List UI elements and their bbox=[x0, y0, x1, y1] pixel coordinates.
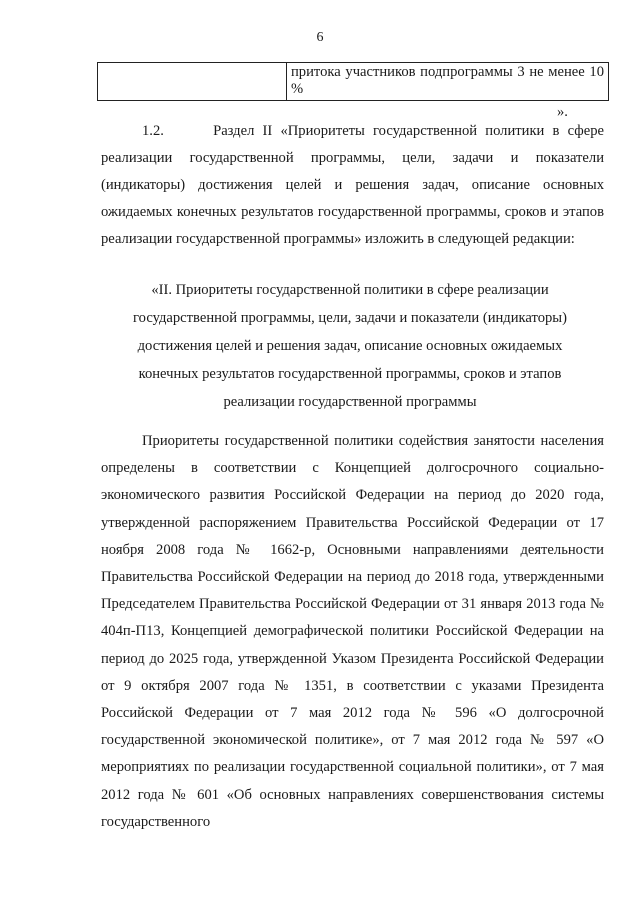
paragraph-text: Приоритеты государственной политики содействия занятости населения определены в соответствии с Концепцией долгосрочного социально-экономического развития Российской Федерации на период до 2020 года, утвержденной распоряжением Правительства Российской Федерации от 17 ноября 2008 года № 1662-р, Основными направлениями деятельности Правительства Российской Федерации на период до 2018 года, утвержденными Председателем Правительства Российской Федерации от 31 января 2013 года № 404п-П13, Концепцией демографической политики Российской Федерации на период до 2025 года, утвержденной Указом Президента Российской Федерации от 9 октября 2007 года № 1351, в соответствии с указами Президента Российской Федерации от 7 мая 2012 года № 596 «О долгосрочной государственной экономической политике», от 7 мая 2012 года № 597 «О мероприятиях по реализации государственной социальной политики», от 7 мая 2012 года № 601 «Об основных направлениях совершенствования системы государственного bbox=[101, 433, 604, 830]
page-number: 6 bbox=[316, 30, 324, 45]
table-cell-left bbox=[98, 63, 287, 101]
section-heading: «II. Приоритеты государственной политики в сфере реализации государственной программы, цели, задачи и показатели (индикаторы) достижения целей и решения задач, описание основных ожидаемых конечных результатов государственной программы, сроков и этапов реализации государственной программы bbox=[133, 282, 567, 410]
paragraph-item-1-2 bbox=[101, 118, 604, 253]
continuation-table bbox=[97, 62, 609, 101]
paragraph-priorities bbox=[101, 428, 604, 836]
paragraph-number: 1.2. bbox=[142, 123, 164, 139]
paragraph-text: Раздел II «Приоритеты государственной политики в сфере реализации государственной программы, цели, задачи и показатели (индикаторы) достижения целей и решения задач, описание основных ожидаемых конечных результатов государственной программы, сроков и этапов реализации государственной программы» изложить в следующей редакции: bbox=[101, 123, 604, 248]
closing-quote: ». bbox=[557, 104, 568, 120]
table-cell-right: притока участников подпрограммы 3 не менее 10 % bbox=[287, 63, 609, 101]
table-row bbox=[98, 63, 609, 101]
